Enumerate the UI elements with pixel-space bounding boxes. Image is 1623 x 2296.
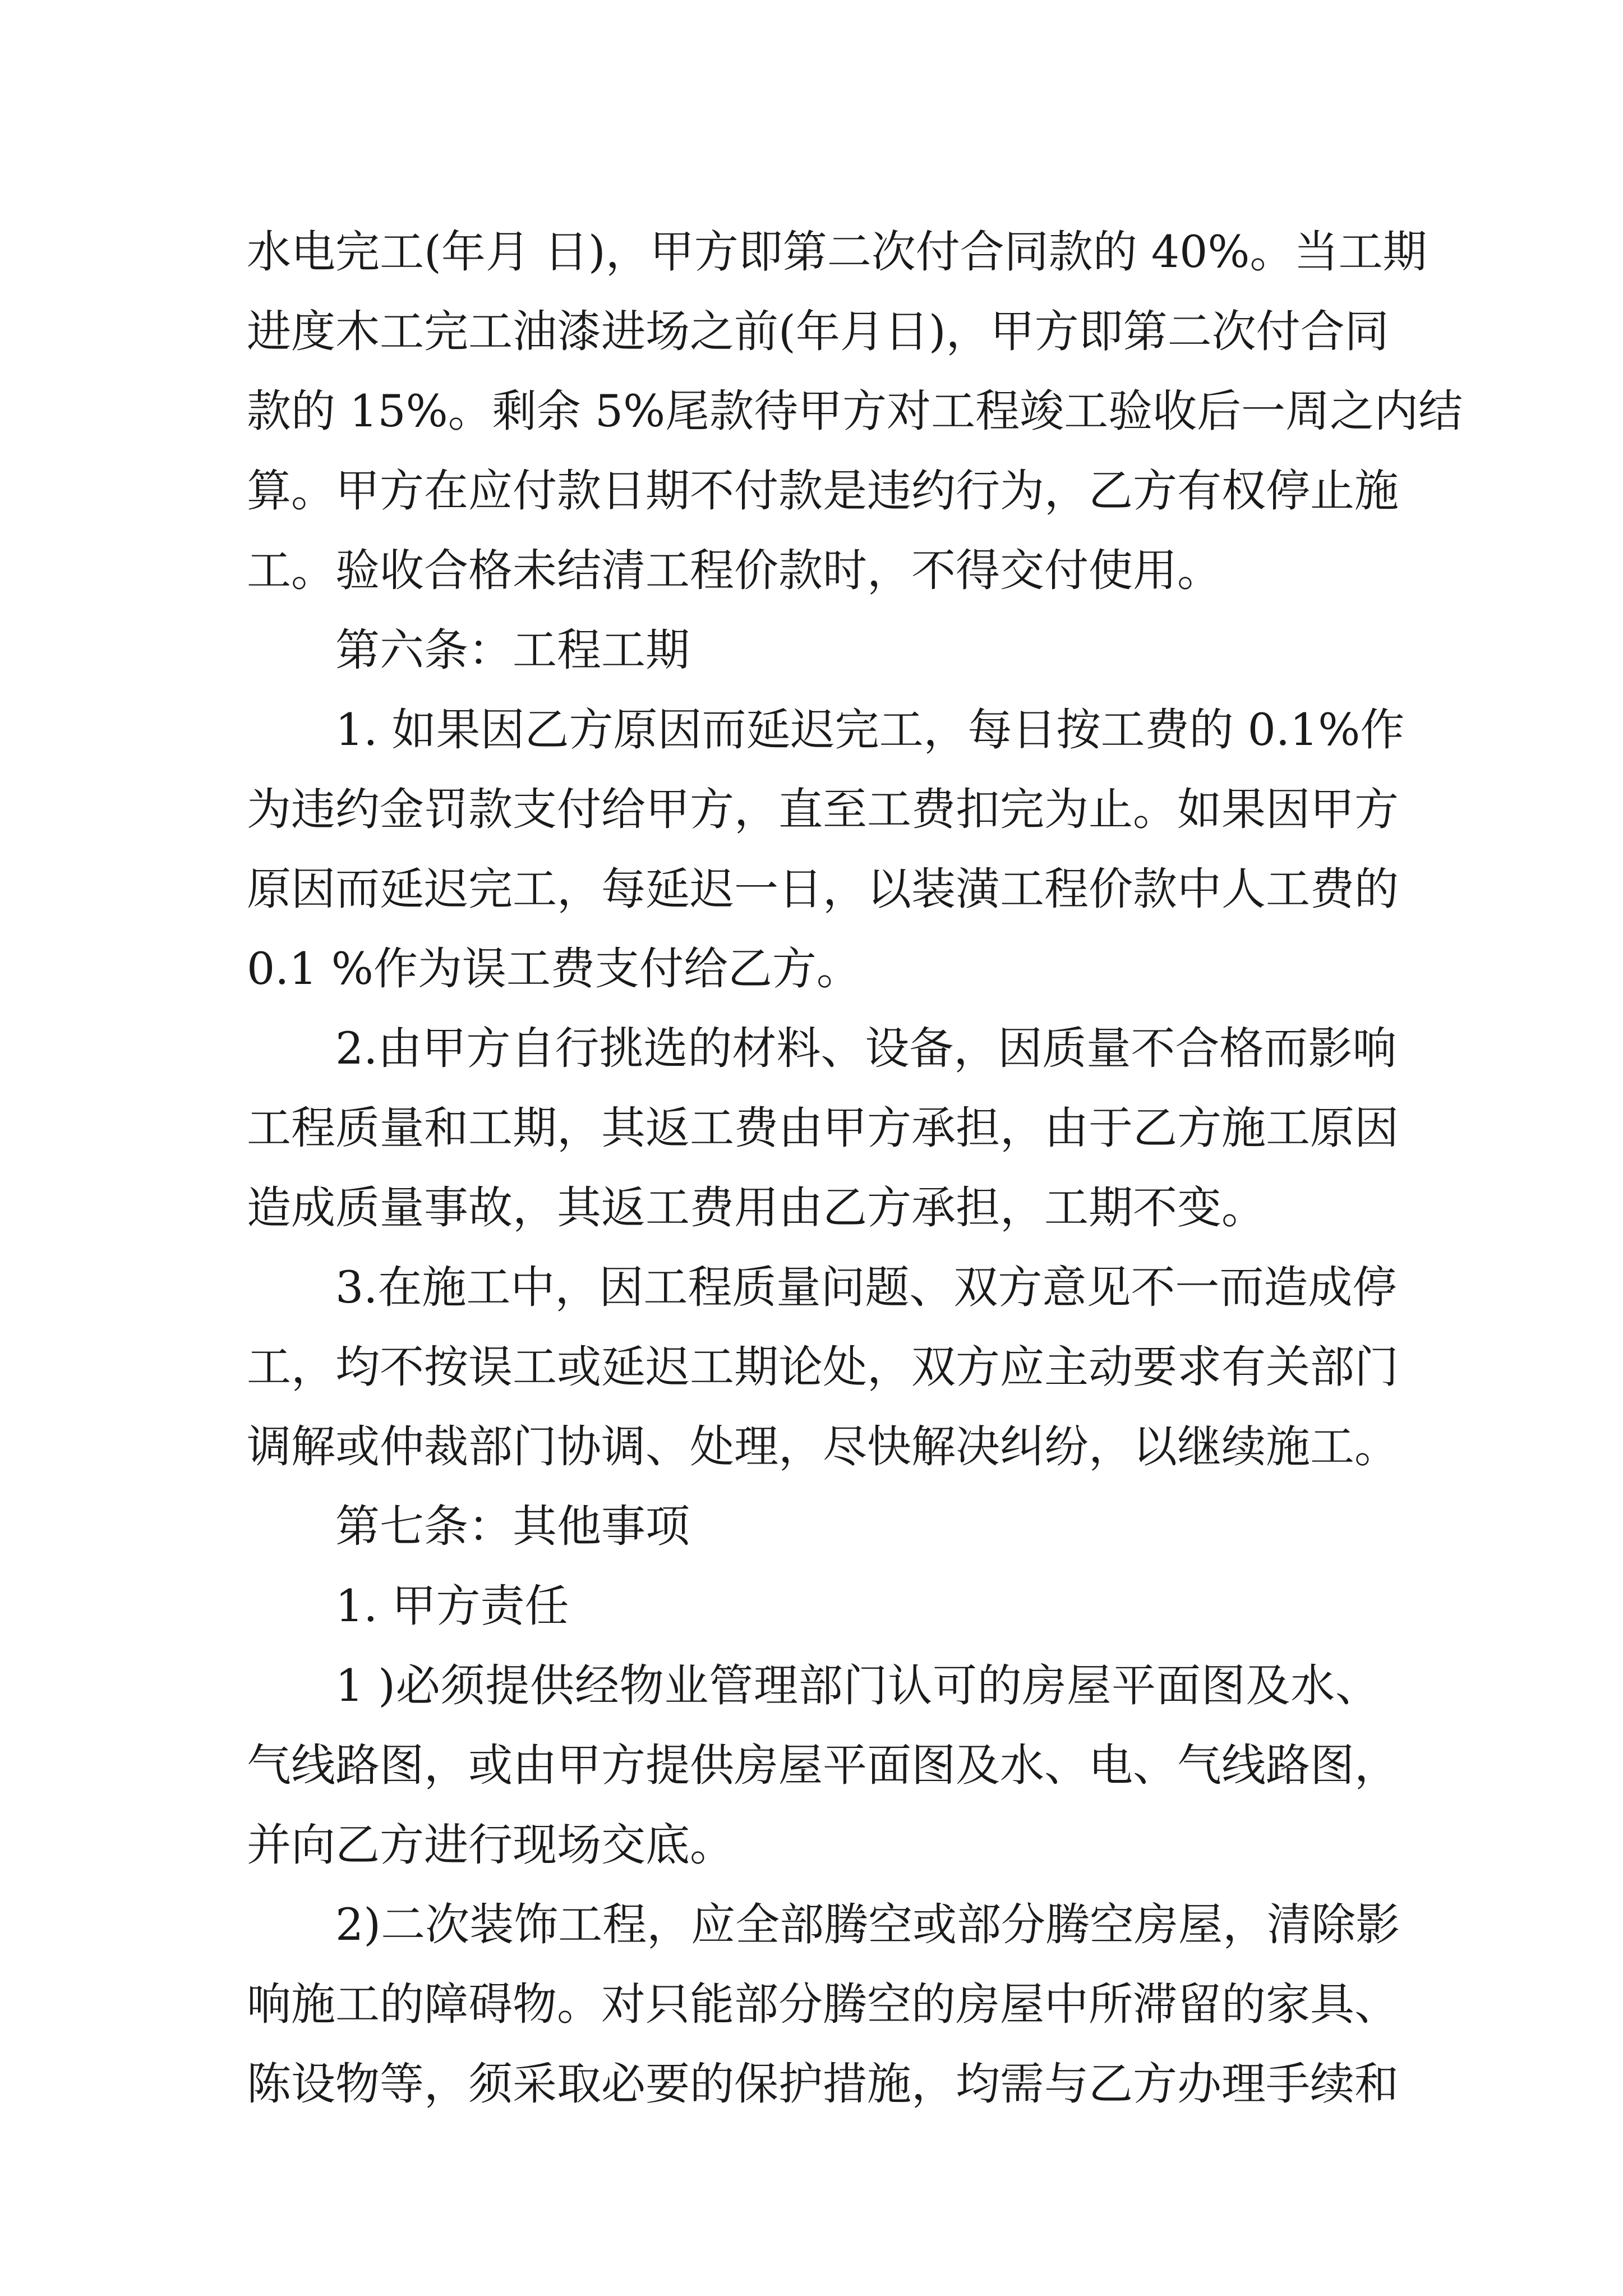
text-line: 0.1 %作为误工费支付给乙方。: [247, 943, 861, 995]
text-line: 工，均不按误工或延迟工期论处，双方应主动要求有关部门: [247, 1341, 1399, 1393]
subsection-heading-party-a: 1. 甲方责任: [335, 1580, 569, 1632]
text-line: 1 )必须提供经物业管理部门认可的房屋平面图及水、: [335, 1660, 1380, 1711]
section-heading-article-6: 第六条：工程工期: [335, 624, 690, 676]
text-line: 调解或仲裁部门协调、处理，尽快解决纠纷，以继续施工。: [247, 1421, 1399, 1473]
text-line: 工。验收合格未结清工程价款时，不得交付使用。: [247, 545, 1221, 596]
text-line: 气线路图，或由甲方提供房屋平面图及水、电、气线路图，: [247, 1740, 1399, 1791]
text-line: 响施工的障碍物。对只能部分腾空的房屋中所滞留的家具、: [247, 1978, 1399, 2030]
text-line: 进度木工完工油漆进场之前(年月日)，甲方即第二次付合同: [247, 306, 1389, 357]
text-line: 陈设物等，须采取必要的保护措施，均需与乙方办理手续和: [247, 2058, 1399, 2110]
document-body: [247, 212, 1463, 2124]
text-line: 造成质量事故，其返工费用由乙方承担，工期不变。: [247, 1182, 1266, 1234]
section-heading-article-7: 第七条：其他事项: [335, 1501, 690, 1552]
text-line: 并向乙方进行现场交底。: [247, 1819, 734, 1871]
text-line: 算。甲方在应付款日期不付款是违约行为，乙方有权停止施: [247, 465, 1399, 517]
text-line: 为违约金罚款支付给甲方，直至工费扣完为止。如果因甲方: [247, 784, 1399, 835]
text-line: 3.在施工中，因工程质量问题、双方意见不一而造成停: [335, 1262, 1397, 1313]
text-line: 水电完工(年月 日)，甲方即第二次付合同款的 40%。当工期: [247, 226, 1427, 278]
text-line: 1. 如果因乙方原因而延迟完工，每日按工费的 0.1%作: [335, 704, 1405, 756]
text-line: 原因而延迟完工，每延迟一日，以装潢工程价款中人工费的: [247, 863, 1399, 915]
text-line: 工程质量和工期，其返工费由甲方承担，由于乙方施工原因: [247, 1102, 1399, 1154]
text-line: 款的 15%。剩余 5%尾款待甲方对工程竣工验收后一周之内结: [247, 385, 1463, 437]
text-line: 2)二次装饰工程，应全部腾空或部分腾空房屋，清除影: [335, 1899, 1400, 1950]
text-line: 2.由甲方自行挑选的材料、设备，因质量不合格而影响: [335, 1023, 1397, 1074]
